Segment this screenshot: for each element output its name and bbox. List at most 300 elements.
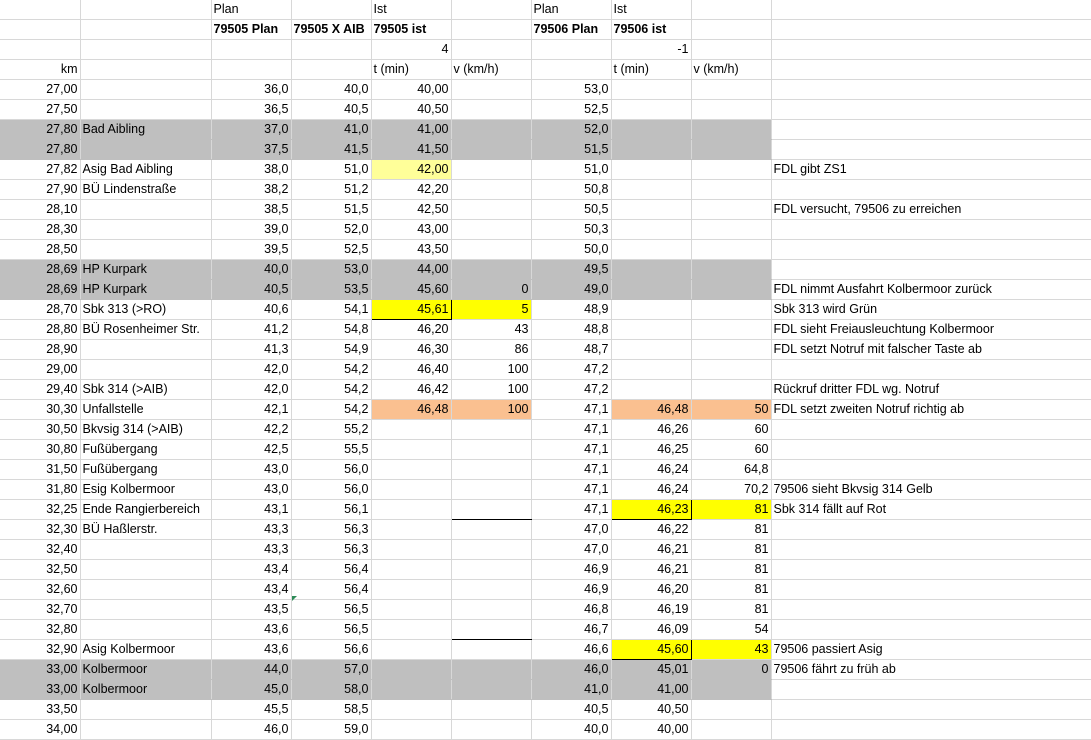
cell-note[interactable] <box>771 440 1091 460</box>
cell-v2[interactable] <box>691 220 771 240</box>
cell[interactable] <box>291 40 371 60</box>
cell-ist2[interactable]: 46,09 <box>611 620 691 640</box>
cell-plan[interactable]: 42,0 <box>211 380 291 400</box>
cell-name[interactable]: Asig Kolbermoor <box>80 640 211 660</box>
cell-v2[interactable]: 81 <box>691 560 771 580</box>
cell-v2[interactable]: 81 <box>691 580 771 600</box>
cell-plan2[interactable]: 48,7 <box>531 340 611 360</box>
header-79506-plan[interactable]: 79506 Plan <box>531 20 611 40</box>
cell-ist[interactable]: 43,50 <box>371 240 451 260</box>
cell-name[interactable] <box>80 220 211 240</box>
cell-km[interactable]: 31,80 <box>0 480 80 500</box>
cell-note[interactable]: Rückruf dritter FDL wg. Notruf <box>771 380 1091 400</box>
cell-note[interactable] <box>771 100 1091 120</box>
cell-v1[interactable] <box>451 620 531 640</box>
cell-note[interactable]: 79506 sieht Bkvsig 314 Gelb <box>771 480 1091 500</box>
cell-plan2[interactable]: 47,0 <box>531 520 611 540</box>
cell[interactable] <box>531 40 611 60</box>
cell-ist[interactable]: 45,60 <box>371 280 451 300</box>
cell-note[interactable] <box>771 140 1091 160</box>
cell-v2[interactable] <box>691 380 771 400</box>
cell-name[interactable]: Esig Kolbermoor <box>80 480 211 500</box>
cell-plan2[interactable]: 46,0 <box>531 660 611 680</box>
cell-name[interactable] <box>80 540 211 560</box>
cell-km[interactable]: 28,90 <box>0 340 80 360</box>
cell-xaib[interactable]: 53,5 <box>291 280 371 300</box>
cell-ist[interactable]: 45,61 <box>371 300 451 320</box>
cell-km[interactable]: 32,30 <box>0 520 80 540</box>
cell-v1[interactable] <box>451 720 531 740</box>
cell-ist2[interactable]: 40,00 <box>611 720 691 740</box>
cell-xaib[interactable]: 58,5 <box>291 700 371 720</box>
cell-xaib[interactable]: 58,0 <box>291 680 371 700</box>
cell-v2[interactable] <box>691 180 771 200</box>
cell-xaib[interactable]: 41,5 <box>291 140 371 160</box>
cell-plan[interactable]: 43,6 <box>211 620 291 640</box>
cell-plan2[interactable]: 47,2 <box>531 380 611 400</box>
cell-name[interactable]: Fußübergang <box>80 460 211 480</box>
cell-v1[interactable]: 5 <box>451 300 531 320</box>
cell-plan[interactable]: 43,1 <box>211 500 291 520</box>
cell[interactable] <box>691 0 771 20</box>
cell-km[interactable]: 30,80 <box>0 440 80 460</box>
cell-name[interactable] <box>80 240 211 260</box>
header-ist-79505[interactable]: Ist <box>371 0 451 20</box>
cell-v2[interactable]: 50 <box>691 400 771 420</box>
cell-name[interactable]: Ende Rangierbereich <box>80 500 211 520</box>
cell-ist2[interactable]: 46,21 <box>611 540 691 560</box>
cell-v1[interactable] <box>451 240 531 260</box>
cell-name[interactable]: BÜ Haßlerstr. <box>80 520 211 540</box>
cell-km[interactable]: 28,50 <box>0 240 80 260</box>
cell-ist[interactable] <box>371 700 451 720</box>
cell-v1[interactable]: 0 <box>451 280 531 300</box>
cell-plan2[interactable]: 48,9 <box>531 300 611 320</box>
cell-ist[interactable] <box>371 480 451 500</box>
cell-v1[interactable] <box>451 600 531 620</box>
cell-name[interactable]: HP Kurpark <box>80 260 211 280</box>
cell-km[interactable]: 32,40 <box>0 540 80 560</box>
cell[interactable] <box>0 40 80 60</box>
cell-xaib[interactable]: 54,2 <box>291 400 371 420</box>
cell-ist[interactable]: 42,00 <box>371 160 451 180</box>
cell-plan[interactable]: 42,2 <box>211 420 291 440</box>
cell-plan2[interactable]: 52,0 <box>531 120 611 140</box>
cell-name[interactable] <box>80 580 211 600</box>
cell-plan2[interactable]: 41,0 <box>531 680 611 700</box>
cell-v2[interactable] <box>691 340 771 360</box>
cell-v1[interactable] <box>451 460 531 480</box>
cell-v2[interactable]: 81 <box>691 600 771 620</box>
cell-plan[interactable]: 42,5 <box>211 440 291 460</box>
cell-ist2[interactable]: 46,21 <box>611 560 691 580</box>
cell-plan[interactable]: 36,0 <box>211 80 291 100</box>
cell-v2[interactable]: 60 <box>691 420 771 440</box>
cell-note[interactable] <box>771 120 1091 140</box>
cell-xaib[interactable]: 54,2 <box>291 380 371 400</box>
cell-note[interactable] <box>771 560 1091 580</box>
cell-plan2[interactable]: 47,1 <box>531 420 611 440</box>
cell-xaib[interactable]: 56,0 <box>291 480 371 500</box>
offset-79506[interactable]: -1 <box>611 40 691 60</box>
cell-v1[interactable] <box>451 440 531 460</box>
cell-km[interactable]: 27,90 <box>0 180 80 200</box>
cell-plan2[interactable]: 51,0 <box>531 160 611 180</box>
cell-ist[interactable]: 44,00 <box>371 260 451 280</box>
cell-note[interactable] <box>771 220 1091 240</box>
cell[interactable] <box>0 20 80 40</box>
cell-plan2[interactable]: 49,0 <box>531 280 611 300</box>
cell-ist[interactable] <box>371 540 451 560</box>
cell-ist2[interactable]: 46,25 <box>611 440 691 460</box>
cell[interactable] <box>0 0 80 20</box>
cell-name[interactable] <box>80 200 211 220</box>
cell-name[interactable] <box>80 600 211 620</box>
cell-ist[interactable] <box>371 660 451 680</box>
cell-ist[interactable] <box>371 460 451 480</box>
cell-v1[interactable] <box>451 80 531 100</box>
cell-name[interactable]: BÜ Lindenstraße <box>80 180 211 200</box>
cell-ist[interactable] <box>371 680 451 700</box>
cell-note[interactable] <box>771 680 1091 700</box>
cell-name[interactable]: HP Kurpark <box>80 280 211 300</box>
cell-name[interactable] <box>80 700 211 720</box>
cell-ist[interactable] <box>371 500 451 520</box>
header-t-min-79506[interactable]: t (min) <box>611 60 691 80</box>
cell-plan[interactable]: 43,4 <box>211 560 291 580</box>
cell-ist2[interactable] <box>611 380 691 400</box>
cell-plan2[interactable]: 46,9 <box>531 560 611 580</box>
cell-note[interactable]: 79506 passiert Asig <box>771 640 1091 660</box>
cell-ist[interactable] <box>371 440 451 460</box>
cell-ist[interactable] <box>371 620 451 640</box>
cell-plan2[interactable]: 51,5 <box>531 140 611 160</box>
cell-plan[interactable]: 43,5 <box>211 600 291 620</box>
cell-v1[interactable] <box>451 680 531 700</box>
cell-ist2[interactable]: 46,22 <box>611 520 691 540</box>
cell-xaib[interactable]: 56,1 <box>291 500 371 520</box>
cell-km[interactable]: 27,80 <box>0 120 80 140</box>
cell-xaib[interactable]: 52,5 <box>291 240 371 260</box>
offset-79505[interactable]: 4 <box>371 40 451 60</box>
cell-name[interactable]: BÜ Rosenheimer Str. <box>80 320 211 340</box>
cell-xaib[interactable]: 40,0 <box>291 80 371 100</box>
cell-km[interactable]: 33,00 <box>0 680 80 700</box>
cell-ist[interactable] <box>371 640 451 660</box>
cell-plan[interactable]: 37,5 <box>211 140 291 160</box>
cell-plan[interactable]: 43,4 <box>211 580 291 600</box>
cell-name[interactable] <box>80 80 211 100</box>
cell-v2[interactable]: 81 <box>691 540 771 560</box>
cell-v2[interactable] <box>691 160 771 180</box>
cell-plan[interactable]: 43,0 <box>211 480 291 500</box>
cell-note[interactable] <box>771 80 1091 100</box>
header-t-min-79505[interactable]: t (min) <box>371 60 451 80</box>
cell-note[interactable] <box>771 540 1091 560</box>
cell-plan[interactable]: 40,0 <box>211 260 291 280</box>
cell-v2[interactable]: 81 <box>691 500 771 520</box>
cell-v1[interactable] <box>451 640 531 660</box>
cell-xaib[interactable]: 40,5 <box>291 100 371 120</box>
cell-v1[interactable] <box>451 100 531 120</box>
cell-note[interactable] <box>771 360 1091 380</box>
cell-ist2[interactable] <box>611 340 691 360</box>
cell-name[interactable] <box>80 340 211 360</box>
cell-xaib[interactable]: 54,8 <box>291 320 371 340</box>
cell-plan[interactable]: 44,0 <box>211 660 291 680</box>
cell-name[interactable]: Asig Bad Aibling <box>80 160 211 180</box>
cell-xaib[interactable]: 51,0 <box>291 160 371 180</box>
cell-ist[interactable] <box>371 560 451 580</box>
cell-km[interactable]: 27,50 <box>0 100 80 120</box>
cell-plan[interactable]: 45,0 <box>211 680 291 700</box>
cell-v1[interactable] <box>451 180 531 200</box>
cell-ist[interactable]: 46,30 <box>371 340 451 360</box>
cell-note[interactable]: Sbk 313 wird Grün <box>771 300 1091 320</box>
cell-ist[interactable]: 46,20 <box>371 320 451 340</box>
cell-ist[interactable]: 46,42 <box>371 380 451 400</box>
cell-plan2[interactable]: 46,8 <box>531 600 611 620</box>
cell-v2[interactable]: 81 <box>691 520 771 540</box>
cell-xaib[interactable]: 56,5 <box>291 620 371 640</box>
cell-ist2[interactable] <box>611 160 691 180</box>
cell-v2[interactable]: 54 <box>691 620 771 640</box>
cell-xaib[interactable]: 54,2 <box>291 360 371 380</box>
cell-plan2[interactable]: 53,0 <box>531 80 611 100</box>
cell-plan[interactable]: 38,2 <box>211 180 291 200</box>
cell-plan2[interactable]: 50,0 <box>531 240 611 260</box>
cell-ist2[interactable] <box>611 220 691 240</box>
cell-plan2[interactable]: 50,3 <box>531 220 611 240</box>
cell[interactable] <box>451 20 531 40</box>
cell-v2[interactable] <box>691 300 771 320</box>
cell-note[interactable] <box>771 580 1091 600</box>
cell-note[interactable] <box>771 180 1091 200</box>
cell[interactable] <box>291 0 371 20</box>
cell-v2[interactable] <box>691 680 771 700</box>
cell-v1[interactable] <box>451 140 531 160</box>
cell-xaib[interactable]: 56,0 <box>291 460 371 480</box>
cell-note[interactable]: FDL gibt ZS1 <box>771 160 1091 180</box>
cell-xaib[interactable]: 52,0 <box>291 220 371 240</box>
cell-plan2[interactable]: 47,1 <box>531 460 611 480</box>
cell-note[interactable]: Sbk 314 fällt auf Rot <box>771 500 1091 520</box>
cell-note[interactable]: 79506 fährt zu früh ab <box>771 660 1091 680</box>
cell-v2[interactable]: 60 <box>691 440 771 460</box>
cell-ist[interactable] <box>371 580 451 600</box>
cell-v1[interactable]: 100 <box>451 360 531 380</box>
cell-plan2[interactable]: 52,5 <box>531 100 611 120</box>
cell-v1[interactable]: 100 <box>451 400 531 420</box>
cell-plan[interactable]: 40,6 <box>211 300 291 320</box>
cell-note[interactable]: FDL nimmt Ausfahrt Kolbermoor zurück <box>771 280 1091 300</box>
cell-plan[interactable]: 43,0 <box>211 460 291 480</box>
cell-ist2[interactable]: 45,01 <box>611 660 691 680</box>
cell-v1[interactable] <box>451 420 531 440</box>
cell-ist[interactable]: 46,40 <box>371 360 451 380</box>
header-plan-79506[interactable]: Plan <box>531 0 611 20</box>
cell-km[interactable]: 32,90 <box>0 640 80 660</box>
cell[interactable] <box>80 40 211 60</box>
cell-km[interactable]: 30,30 <box>0 400 80 420</box>
cell-name[interactable] <box>80 560 211 580</box>
cell-note[interactable]: FDL sieht Freiausleuchtung Kolbermoor <box>771 320 1091 340</box>
cell-xaib[interactable]: 59,0 <box>291 720 371 740</box>
cell-xaib[interactable]: 56,3 <box>291 540 371 560</box>
cell-km[interactable]: 28,69 <box>0 280 80 300</box>
cell-name[interactable]: Bad Aibling <box>80 120 211 140</box>
cell-note[interactable]: FDL setzt zweiten Notruf richtig ab <box>771 400 1091 420</box>
cell-xaib[interactable]: 56,6 <box>291 640 371 660</box>
cell-name[interactable] <box>80 720 211 740</box>
cell-ist2[interactable] <box>611 320 691 340</box>
cell-ist[interactable]: 41,50 <box>371 140 451 160</box>
cell-ist2[interactable]: 40,50 <box>611 700 691 720</box>
cell-ist2[interactable]: 46,24 <box>611 480 691 500</box>
cell-ist2[interactable]: 46,24 <box>611 460 691 480</box>
header-v-kmh-79506[interactable]: v (km/h) <box>691 60 771 80</box>
cell-note[interactable] <box>771 260 1091 280</box>
cell[interactable] <box>531 60 611 80</box>
cell-ist2[interactable] <box>611 200 691 220</box>
cell-v2[interactable] <box>691 320 771 340</box>
cell[interactable] <box>80 60 211 80</box>
header-79505-x-aib[interactable]: 79505 X AIB <box>291 20 371 40</box>
header-plan-79505[interactable]: Plan <box>211 0 291 20</box>
cell[interactable] <box>771 20 1091 40</box>
cell-km[interactable]: 33,00 <box>0 660 80 680</box>
cell-plan[interactable]: 42,0 <box>211 360 291 380</box>
cell-plan[interactable]: 42,1 <box>211 400 291 420</box>
cell-plan2[interactable]: 46,7 <box>531 620 611 640</box>
cell-ist2[interactable] <box>611 260 691 280</box>
cell-km[interactable]: 27,80 <box>0 140 80 160</box>
cell-name[interactable]: Sbk 313 (>RO) <box>80 300 211 320</box>
cell-plan[interactable]: 39,5 <box>211 240 291 260</box>
cell-v1[interactable] <box>451 200 531 220</box>
cell-plan2[interactable]: 47,0 <box>531 540 611 560</box>
cell-km[interactable]: 31,50 <box>0 460 80 480</box>
cell[interactable] <box>291 60 371 80</box>
cell-ist[interactable] <box>371 600 451 620</box>
cell-v1[interactable] <box>451 520 531 540</box>
cell-v2[interactable] <box>691 120 771 140</box>
cell-v2[interactable] <box>691 720 771 740</box>
cell-ist2[interactable] <box>611 120 691 140</box>
cell-v2[interactable] <box>691 100 771 120</box>
cell-km[interactable]: 28,69 <box>0 260 80 280</box>
cell-plan2[interactable]: 40,5 <box>531 700 611 720</box>
cell-xaib[interactable]: 54,9 <box>291 340 371 360</box>
header-79506-ist[interactable]: 79506 ist <box>611 20 691 40</box>
cell-plan[interactable]: 43,3 <box>211 540 291 560</box>
cell-ist[interactable]: 41,00 <box>371 120 451 140</box>
cell-v1[interactable]: 86 <box>451 340 531 360</box>
cell[interactable] <box>451 40 531 60</box>
cell-note[interactable] <box>771 240 1091 260</box>
cell-name[interactable] <box>80 140 211 160</box>
cell-v1[interactable] <box>451 560 531 580</box>
cell-ist2[interactable] <box>611 300 691 320</box>
cell-plan[interactable]: 40,5 <box>211 280 291 300</box>
cell-plan2[interactable]: 47,1 <box>531 440 611 460</box>
cell-plan2[interactable]: 47,2 <box>531 360 611 380</box>
cell-v1[interactable] <box>451 660 531 680</box>
cell-v2[interactable] <box>691 240 771 260</box>
cell-km[interactable]: 32,60 <box>0 580 80 600</box>
cell-plan2[interactable]: 47,1 <box>531 480 611 500</box>
cell-ist2[interactable] <box>611 100 691 120</box>
cell[interactable] <box>80 20 211 40</box>
cell-plan[interactable]: 36,5 <box>211 100 291 120</box>
cell[interactable] <box>691 20 771 40</box>
cell-ist2[interactable] <box>611 180 691 200</box>
cell-plan[interactable]: 43,3 <box>211 520 291 540</box>
cell-note[interactable] <box>771 460 1091 480</box>
cell-km[interactable]: 27,82 <box>0 160 80 180</box>
cell-xaib[interactable]: 51,2 <box>291 180 371 200</box>
cell-xaib[interactable]: 51,5 <box>291 200 371 220</box>
cell-v2[interactable] <box>691 140 771 160</box>
cell-v2[interactable]: 70,2 <box>691 480 771 500</box>
cell-xaib[interactable]: 56,5 <box>291 600 371 620</box>
cell-km[interactable]: 32,70 <box>0 600 80 620</box>
header-79505-plan[interactable]: 79505 Plan <box>211 20 291 40</box>
cell-plan2[interactable]: 47,1 <box>531 400 611 420</box>
cell-name[interactable]: Kolbermoor <box>80 660 211 680</box>
cell-km[interactable]: 29,00 <box>0 360 80 380</box>
cell-xaib[interactable]: 57,0 <box>291 660 371 680</box>
cell[interactable] <box>771 0 1091 20</box>
cell-plan[interactable]: 37,0 <box>211 120 291 140</box>
cell-km[interactable]: 28,30 <box>0 220 80 240</box>
cell[interactable] <box>211 40 291 60</box>
cell-km[interactable]: 28,80 <box>0 320 80 340</box>
cell-km[interactable]: 30,50 <box>0 420 80 440</box>
cell[interactable] <box>451 0 531 20</box>
cell-v2[interactable] <box>691 80 771 100</box>
cell-v2[interactable] <box>691 360 771 380</box>
cell-km[interactable]: 32,25 <box>0 500 80 520</box>
cell-v2[interactable] <box>691 260 771 280</box>
cell-plan[interactable]: 38,5 <box>211 200 291 220</box>
cell-xaib[interactable]: 56,3 <box>291 520 371 540</box>
cell-xaib[interactable]: 41,0 <box>291 120 371 140</box>
cell-plan2[interactable]: 46,6 <box>531 640 611 660</box>
cell-km[interactable]: 27,00 <box>0 80 80 100</box>
cell-v2[interactable]: 43 <box>691 640 771 660</box>
cell-ist2[interactable]: 46,20 <box>611 580 691 600</box>
cell-name[interactable]: Kolbermoor <box>80 680 211 700</box>
cell-ist[interactable]: 40,50 <box>371 100 451 120</box>
cell-ist2[interactable]: 46,23 <box>611 500 691 520</box>
cell-plan2[interactable]: 40,0 <box>531 720 611 740</box>
cell-plan[interactable]: 39,0 <box>211 220 291 240</box>
cell-xaib[interactable]: 56,4 <box>291 580 371 600</box>
cell[interactable] <box>771 40 1091 60</box>
cell-ist2[interactable] <box>611 80 691 100</box>
cell-v1[interactable] <box>451 120 531 140</box>
cell-ist2[interactable] <box>611 240 691 260</box>
cell-ist2[interactable]: 46,26 <box>611 420 691 440</box>
cell-v2[interactable] <box>691 700 771 720</box>
cell[interactable] <box>691 40 771 60</box>
cell-v1[interactable] <box>451 700 531 720</box>
cell-v1[interactable] <box>451 480 531 500</box>
cell-plan2[interactable]: 46,9 <box>531 580 611 600</box>
cell-v2[interactable] <box>691 200 771 220</box>
cell-ist[interactable]: 40,00 <box>371 80 451 100</box>
